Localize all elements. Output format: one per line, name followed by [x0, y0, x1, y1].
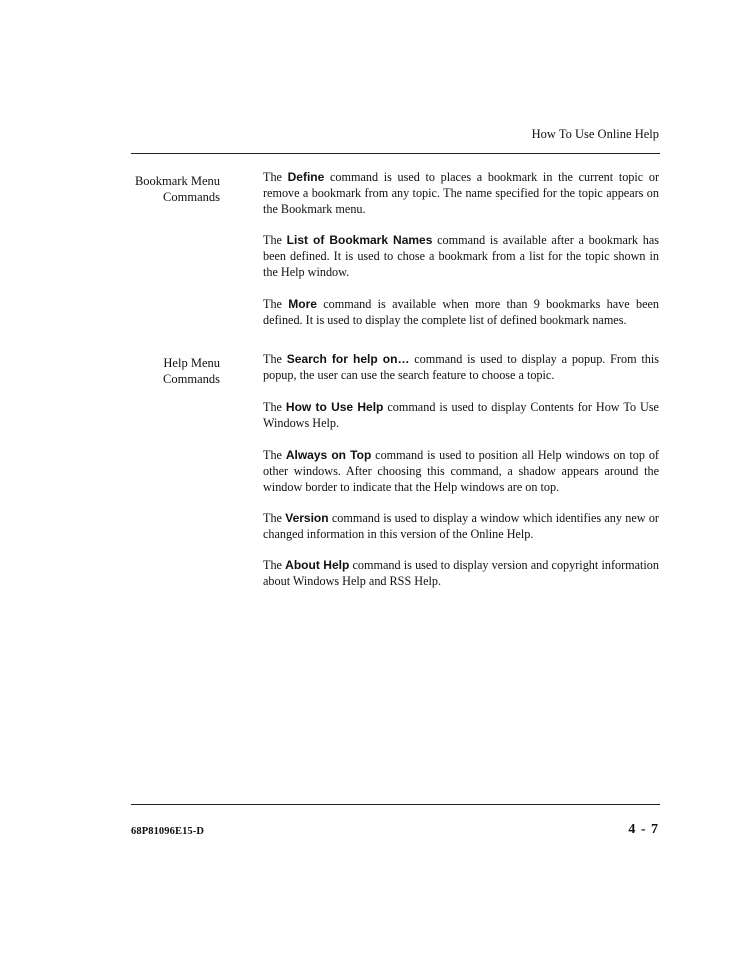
command-name: Version: [285, 511, 329, 526]
page-number: 4 - 7: [628, 822, 659, 837]
side-heading-line: Commands: [163, 190, 220, 204]
paragraph-search-for-help: The Search for help on… command is used to display a popup. From this popup, the user can use the search feature to choose a topic.: [263, 352, 659, 383]
footer-rule: [131, 804, 660, 805]
command-name: Always on Top: [285, 448, 372, 463]
paragraph-always-on-top: The Always on Top command is used to position all Help windows on top of other windows. After choosing this command, a shadow appears around the window border to indicate that the Help windows are on top.: [263, 448, 659, 495]
side-heading-line: Bookmark Menu: [134, 174, 220, 188]
command-name: Search for help on…: [286, 352, 410, 367]
document-number: 68P81096E15-D: [131, 826, 205, 837]
command-name: How to Use Help: [285, 400, 384, 415]
running-header: How To Use Online Help: [531, 127, 659, 141]
paragraph-more: The More command is available when more than 9 bookmarks have been defined. It is used to display the complete list of defined bookmark names.: [263, 297, 659, 328]
side-heading-line: Commands: [163, 372, 220, 386]
paragraph-version: The Version command is used to display a window which identifies any new or changed information in this version of the Online Help.: [263, 511, 659, 542]
command-name: Define: [287, 170, 325, 185]
command-name: More: [288, 297, 317, 312]
side-heading-bookmark-menu: [60, 173, 220, 205]
paragraph-list-of-bookmark-names: The List of Bookmark Names command is available after a bookmark has been defined. It is used to chose a bookmark from a list for the topic shown in the Help window.: [263, 233, 659, 280]
paragraph-how-to-use-help: The How to Use Help command is used to display Contents for How To Use Windows Help.: [263, 400, 659, 431]
side-heading-help-menu: [60, 355, 220, 387]
side-heading-line: Help Menu: [163, 356, 220, 370]
command-name: About Help: [285, 558, 350, 573]
paragraph-define: The Define command is used to places a bookmark in the current topic or remove a bookmark from any topic. The name specified for the topic appears on the Bookmark menu.: [263, 170, 660, 217]
command-name: List of Bookmark Names: [286, 233, 433, 248]
header-rule: [131, 153, 660, 154]
paragraph-about-help: The About Help command is used to display version and copyright information about Windows Help and RSS Help.: [263, 558, 659, 589]
